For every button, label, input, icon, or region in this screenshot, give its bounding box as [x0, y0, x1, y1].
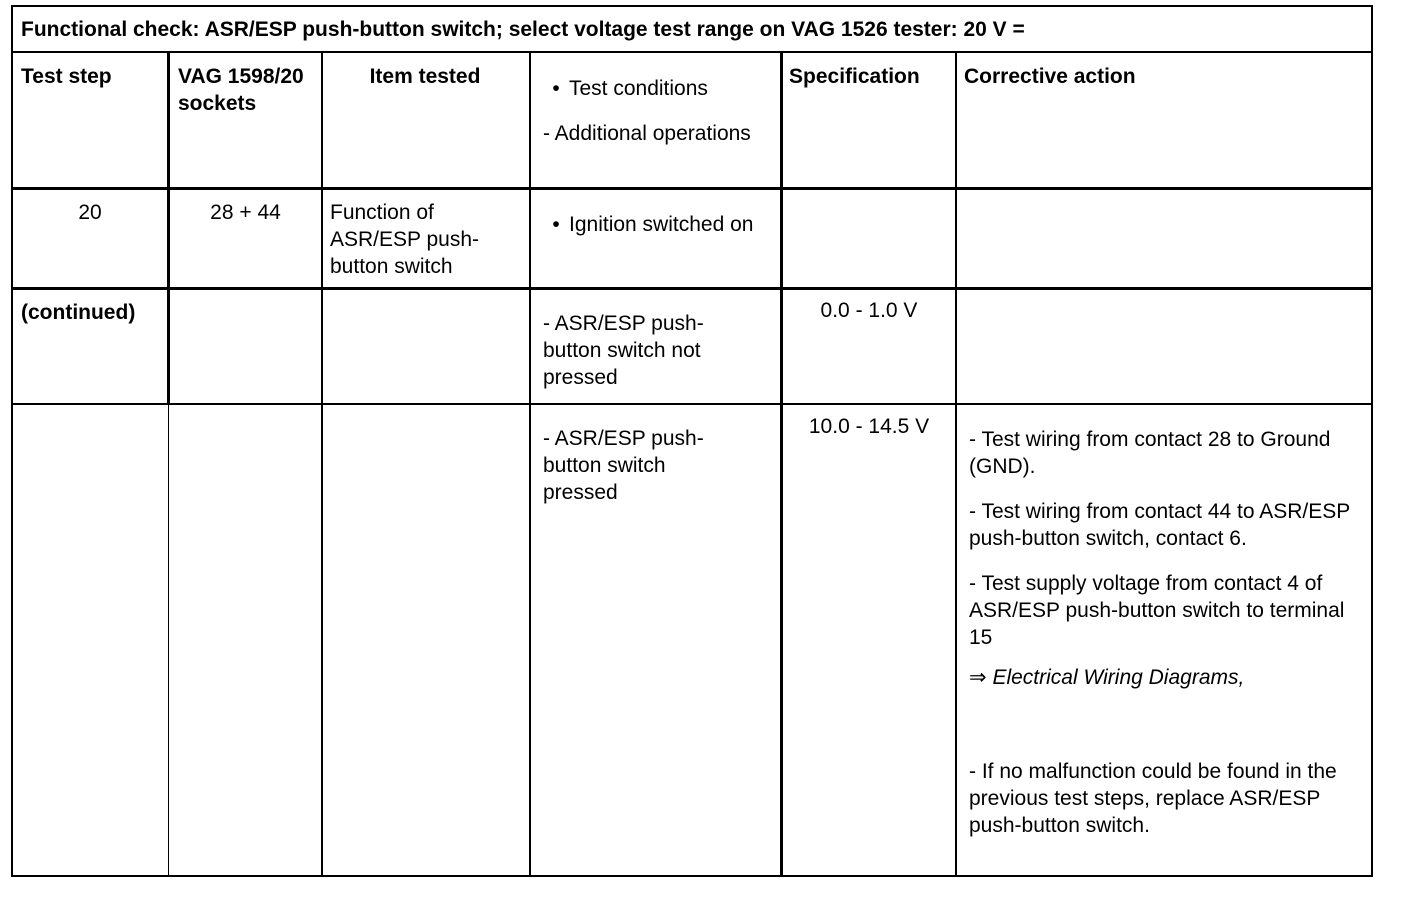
- reference-text: Electrical Wiring Diagrams,: [992, 666, 1245, 689]
- header-test-conditions: • Test conditions: [552, 77, 708, 100]
- row1-sockets: 28 + 44: [210, 201, 281, 224]
- row2-test-step: (continued): [21, 301, 136, 324]
- row1-divider: [13, 287, 1371, 290]
- row1-item-tested: Function of ASR/ESP push-button switch: [330, 201, 480, 278]
- test-table: [11, 5, 1373, 877]
- header-specification: Specification: [789, 65, 920, 88]
- header-sockets: VAG 1598/20 sockets: [178, 65, 304, 115]
- row1-test-step: 20: [78, 201, 102, 224]
- row2-operation: - ASR/ESP push-button switch not pressed: [543, 312, 704, 389]
- final-action: - If no malfunction could be found in the previous test steps, replace ASR/ESP push-button switch.: [969, 760, 1337, 837]
- arrow-icon: ⇒: [969, 666, 987, 689]
- header-divider: [13, 187, 1371, 190]
- col-divider-1b: [168, 403, 169, 875]
- row1-condition-text: Ignition switched on: [569, 213, 754, 236]
- action-item: - Test wiring from contact 28 to Ground (GND).: [969, 428, 1331, 478]
- header-conditions: [543, 75, 775, 147]
- col-divider-5: [955, 53, 957, 875]
- col-divider-4: [780, 53, 783, 875]
- title-divider: [13, 51, 1371, 53]
- col-divider-2: [321, 53, 323, 875]
- header-test-step: Test step: [21, 65, 112, 88]
- row3-corrective-actions: [969, 426, 1364, 839]
- row1-condition: • Ignition switched on: [552, 213, 754, 236]
- header-item-tested: Item tested: [369, 65, 481, 88]
- action-item: - Test wiring from contact 44 to ASR/ESP push-button switch, contact 6.: [969, 500, 1350, 550]
- wiring-diagram-reference: [969, 664, 1364, 691]
- header-additional-operations: - Additional operations: [543, 122, 751, 145]
- row3-operation: - ASR/ESP push-button switch pressed: [543, 427, 704, 504]
- action-item: - Test supply voltage from contact 4 of ASR/ESP push-button switch to terminal 15: [969, 572, 1345, 649]
- header-corrective-action: Corrective action: [964, 65, 1136, 88]
- row3-specification: 10.0 - 14.5 V: [808, 415, 930, 438]
- row2-divider: [13, 403, 1371, 405]
- col-divider-3: [529, 53, 531, 875]
- row2-specification: 0.0 - 1.0 V: [820, 299, 918, 322]
- table-title: Functional check: ASR/ESP push-button switch; select voltage test range on VAG 1526 tester: 20 V =: [21, 18, 1025, 41]
- col-divider-1a: [167, 53, 170, 403]
